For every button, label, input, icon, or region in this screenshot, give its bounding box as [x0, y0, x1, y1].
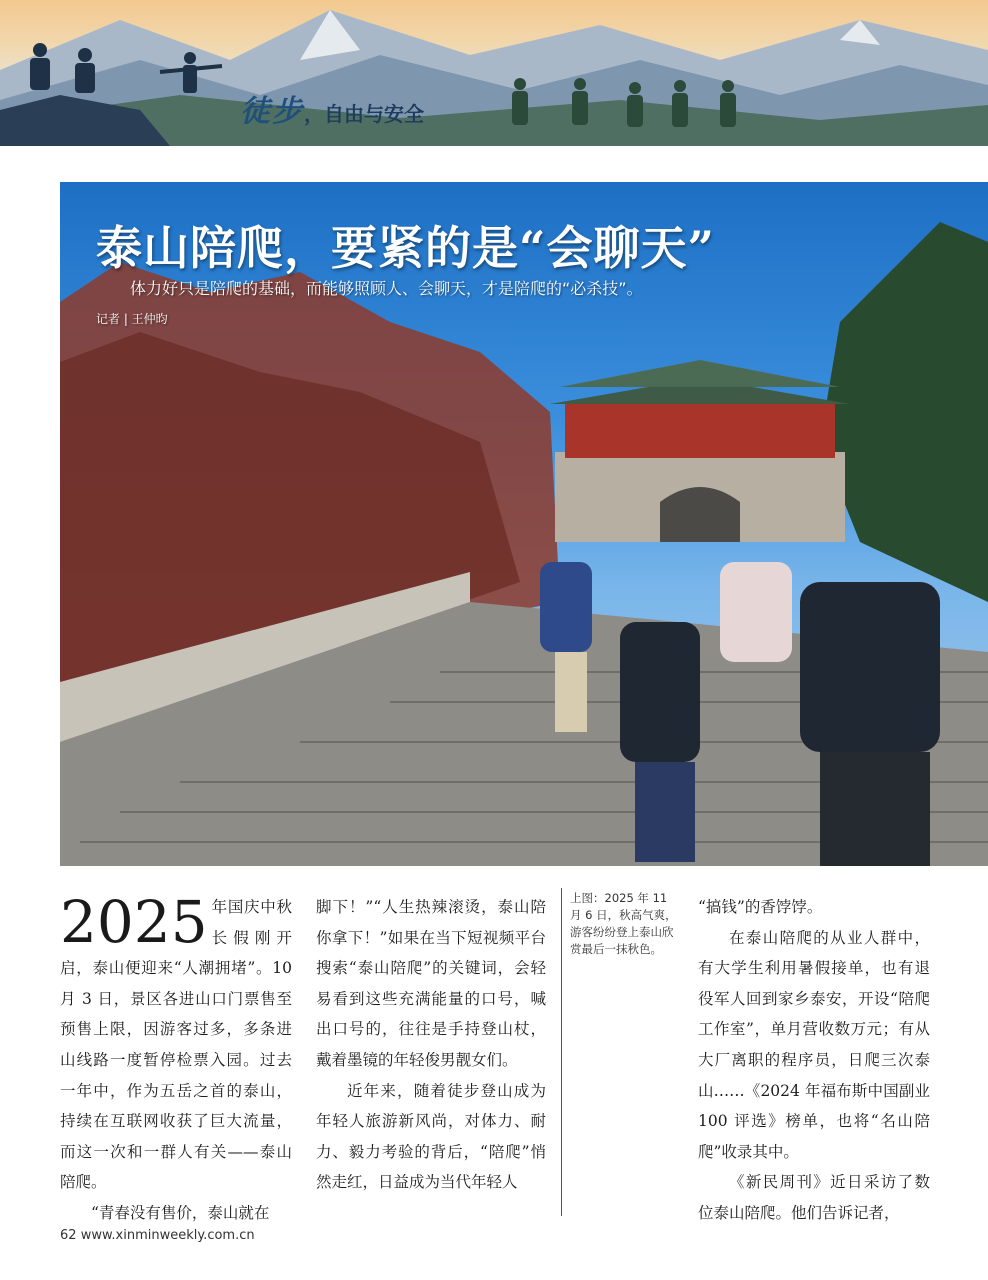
hero-photo: [60, 182, 988, 866]
article-column-1: [60, 888, 292, 1229]
paragraph: “搞钱”的香饽饽。: [698, 898, 823, 916]
section-title-rest: ，自由与安全: [304, 102, 424, 126]
byline: 记者 | 王仲昀: [96, 312, 168, 326]
section-title: [240, 86, 424, 130]
paragraph: 在泰山陪爬的从业人群中，有大学生利用暑假接单，也有退役军人回到家乡泰安，开设“陪爬工作室”，单月营收数万元；有从大厂离职的程序员，日爬三次泰山……《2024 年福布斯中国副业 100 评选》榜单，也将“名山陪爬”收录其中。: [698, 928, 930, 1161]
caption-divider: [561, 888, 562, 1216]
article-column-2: [316, 892, 546, 1198]
article-title: 泰山陪爬，要紧的是“会聊天”: [96, 221, 715, 275]
section-banner: [0, 0, 988, 146]
paragraph: “青春没有售价，泰山就在: [91, 1203, 270, 1222]
dropcap: 2025: [60, 888, 208, 956]
paragraph: 《新民周刊》近日采访了数位泰山陪爬。他们告诉记者，: [698, 1173, 930, 1222]
paragraph: [60, 888, 292, 1198]
photo-caption: 上图：2025 年 11 月 6 日，秋高气爽，游客纷纷登上泰山欣赏最后一抹秋色。: [570, 891, 677, 956]
section-title-main: 徒步: [240, 94, 304, 129]
page-number: 62: [60, 1228, 77, 1243]
paragraph: 脚下！”“人生热辣滚烫，泰山陪你拿下！”如果在当下短视频平台搜索“泰山陪爬”的关键词，会轻易看到这些充满能量的口号，喊出口号的，往往是手持登山杖，戴着墨镜的年轻俊男靓女们。: [316, 898, 546, 1069]
website-link[interactable]: www.xinminweekly.com.cn: [80, 1228, 255, 1243]
banner-illustration: [0, 0, 988, 146]
paragraph-text: 年国庆中秋长假刚开启，泰山便迎来“人潮拥堵”。10 月 3 日，景区各进山口门票售至预售上限，因游客过多，多条进山线路一度暂停检票入园。过去一年中，作为五岳之首的泰山，持续在互联网收获了巨大流量，而这一次和一群人有关——泰山陪爬。: [60, 898, 292, 1192]
paragraph: 近年来，随着徒步登山成为年轻人旅游新风尚，对体力、耐力、毅力考验的背后，“陪爬”悄然走红，日益成为当代年轻人: [316, 1081, 546, 1192]
page-footer: [60, 1228, 255, 1243]
article-column-3: [698, 892, 930, 1229]
article-subtitle: 体力好只是陪爬的基础，而能够照顾人、会聊天，才是陪爬的“必杀技”。: [130, 279, 643, 298]
